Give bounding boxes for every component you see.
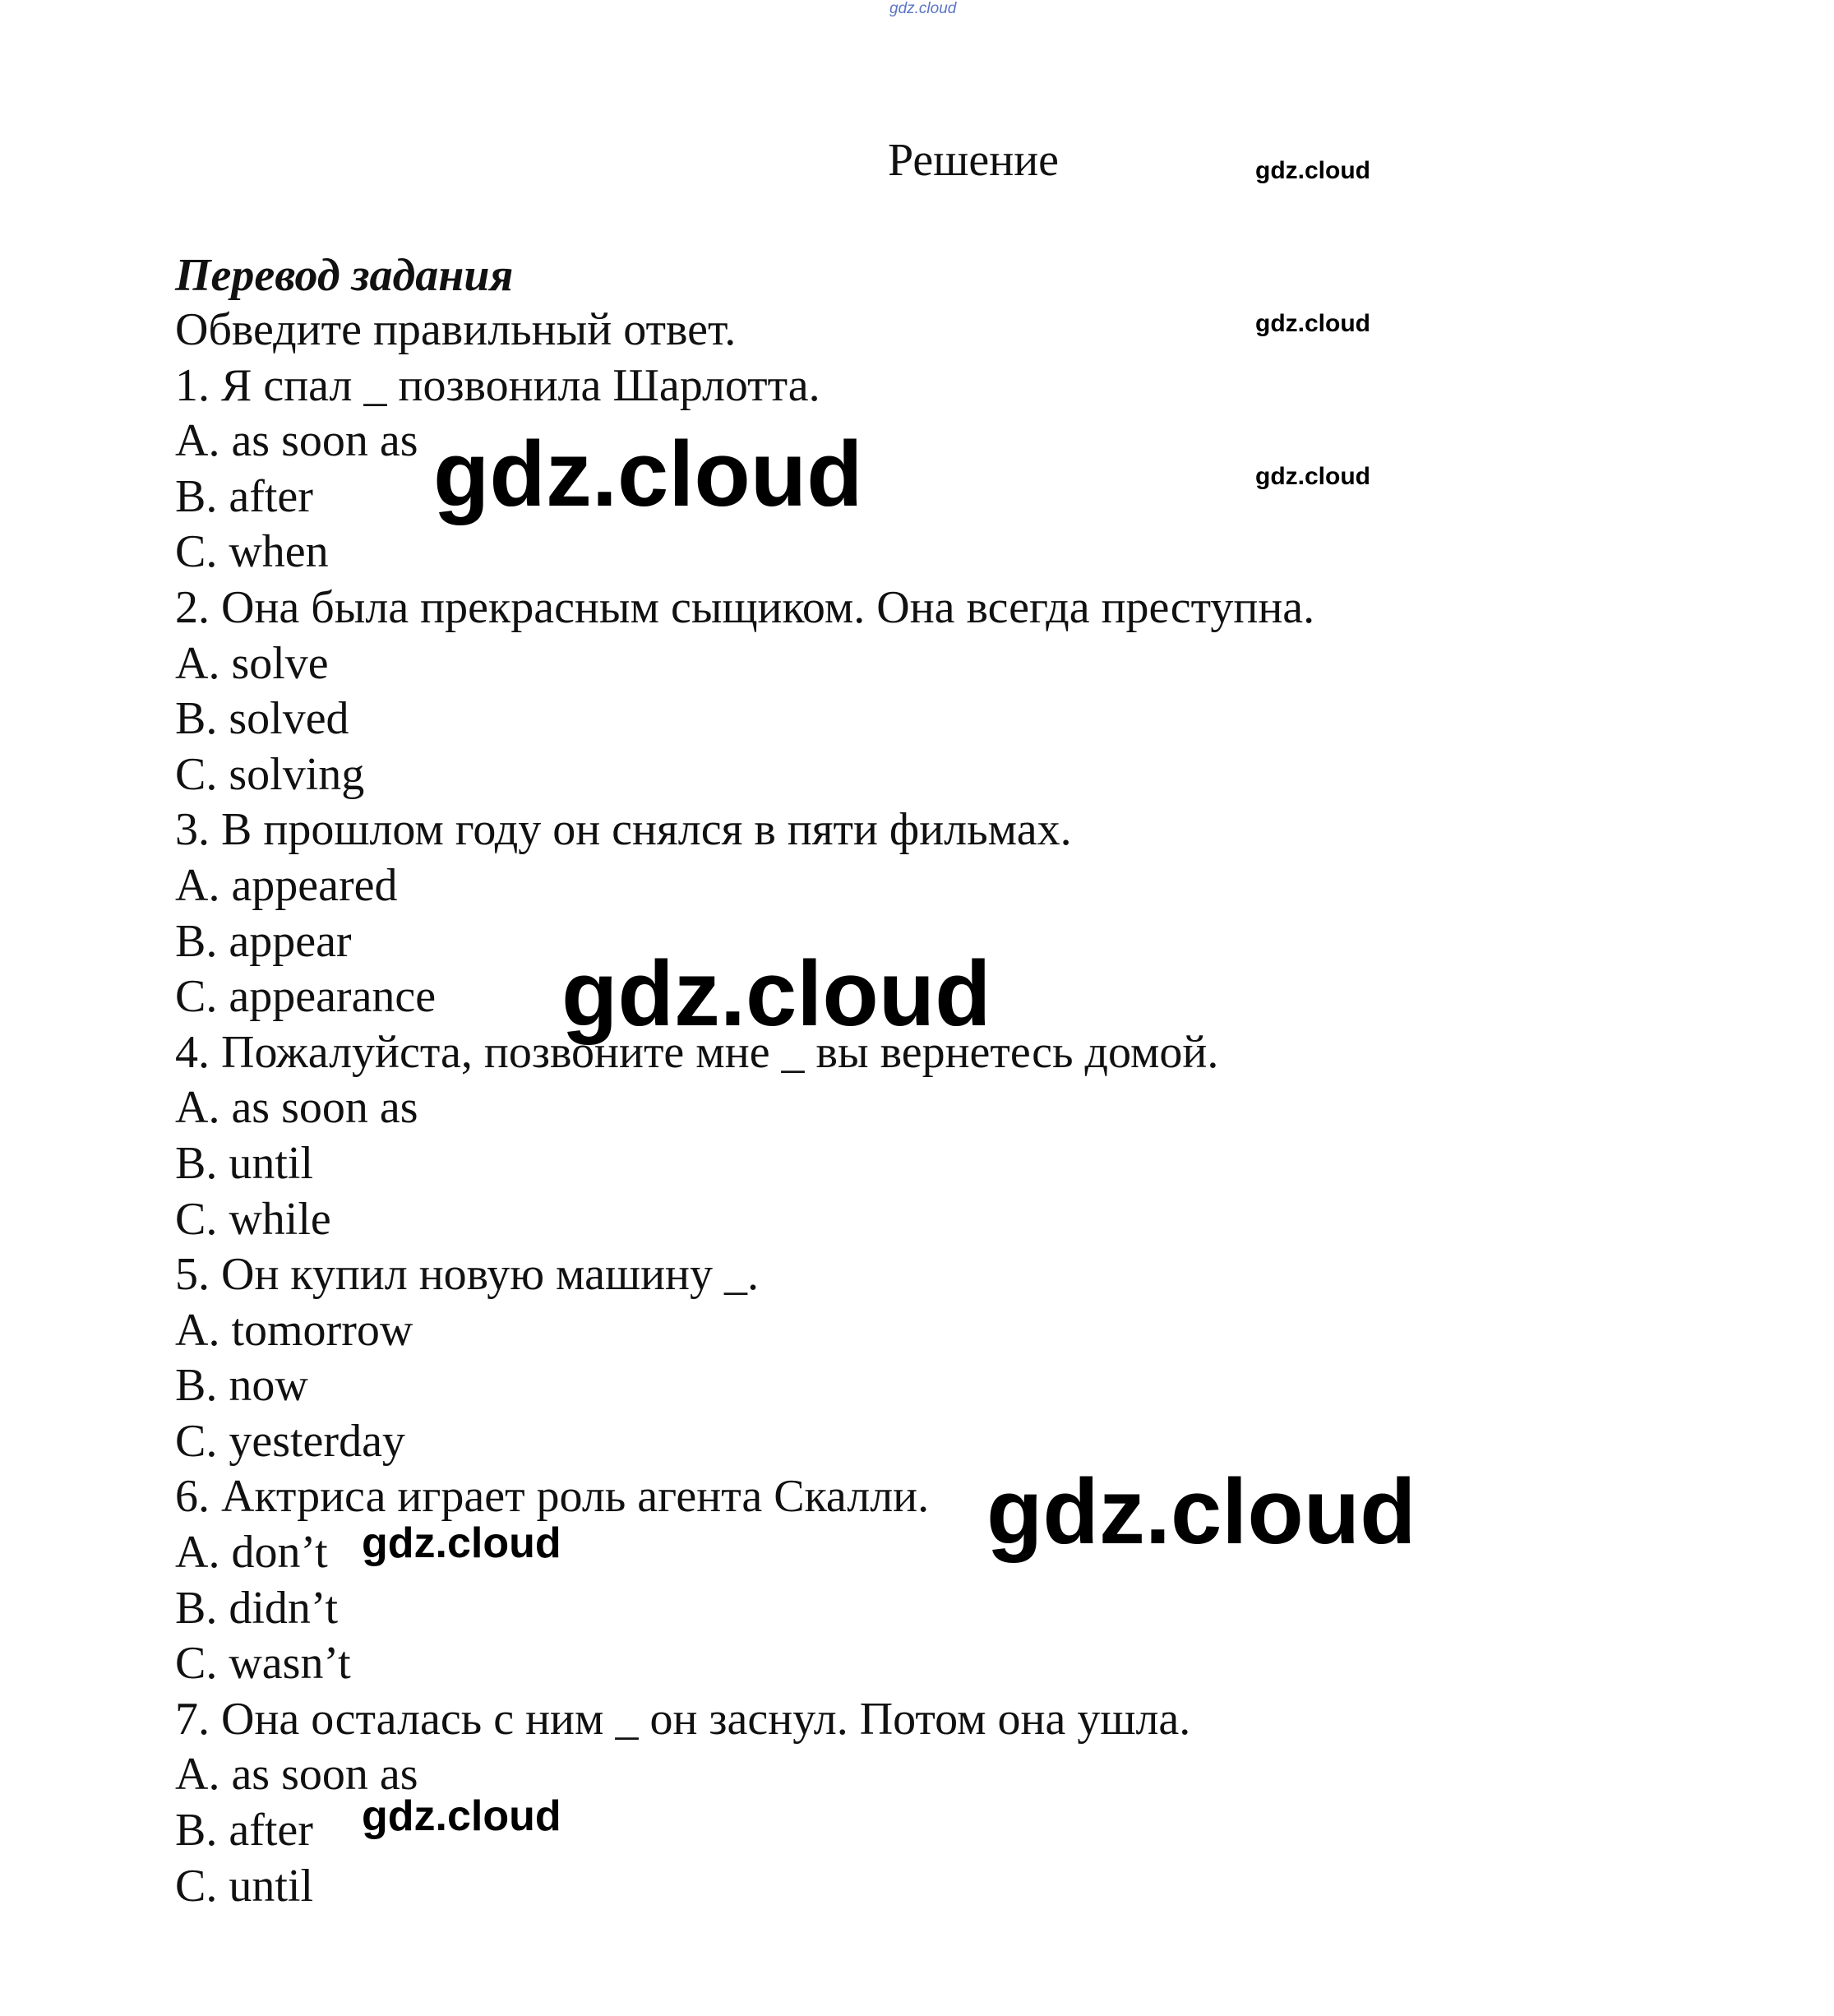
question-1: 1. Я спал _ позвонила Шарлотта. (175, 359, 820, 411)
instruction-line: Обведите правильный ответ. (175, 304, 737, 355)
top-watermark-mark: gdz.cloud (889, 0, 957, 17)
question-4-option-b: B. until (175, 1137, 314, 1189)
question-4: 4. Пожалуйста, позвоните мне _ вы вернетесь домой. (175, 1026, 1219, 1078)
question-2-option-b: B. solved (175, 693, 349, 745)
question-1-option-c: C. when (175, 526, 329, 578)
question-6-option-b: B. didn’t (175, 1582, 339, 1634)
question-3-option-b: B. appear (175, 915, 352, 967)
question-5-option-c: C. yesterday (175, 1415, 405, 1467)
question-2-option-c: C. solving (175, 748, 365, 800)
watermark: gdz.cloud (561, 942, 991, 1045)
watermark: gdz.cloud (362, 1792, 561, 1840)
question-7-option-b: B. after (175, 1805, 313, 1856)
question-7-option-c: C. until (175, 1860, 314, 1912)
question-3-option-a: A. appeared (175, 859, 398, 911)
watermark: gdz.cloud (362, 1519, 561, 1567)
question-6: 6. Актриса играет роль агента Скалли. (175, 1471, 930, 1523)
question-5: 5. Он купил новую машину _. (175, 1249, 760, 1301)
question-4-option-c: C. while (175, 1193, 331, 1245)
question-3-option-c: C. appearance (175, 971, 437, 1023)
question-5-option-b: B. now (175, 1360, 308, 1412)
watermark: gdz.cloud (986, 1460, 1416, 1563)
watermark: gdz.cloud (1255, 310, 1370, 337)
question-6-option-c: C. wasn’t (175, 1638, 351, 1690)
question-1-option-b: B. after (175, 470, 313, 522)
question-7-option-a: A. as soon as (175, 1749, 418, 1801)
document-body (175, 247, 1655, 1914)
watermark: gdz.cloud (1255, 157, 1370, 184)
question-4-option-a: A. as soon as (175, 1082, 418, 1134)
question-2: 2. Она была прекрасным сыщиком. Она всегда преступна. (175, 581, 1315, 633)
question-5-option-a: A. tomorrow (175, 1304, 413, 1356)
watermark: gdz.cloud (433, 423, 863, 525)
section-heading: Перевод задания (175, 250, 514, 301)
question-1-option-a: A. as soon as (175, 415, 418, 467)
page-title: Решение (888, 135, 1060, 186)
watermark: gdz.cloud (1255, 463, 1370, 490)
question-6-option-a: A. don’t (175, 1527, 328, 1579)
question-7: 7. Она осталась с ним _ он заснул. Потом она ушла. (175, 1693, 1191, 1745)
question-3: 3. В прошлом году он снялся в пяти фильмах. (175, 804, 1072, 856)
question-2-option-a: A. solve (175, 637, 329, 689)
